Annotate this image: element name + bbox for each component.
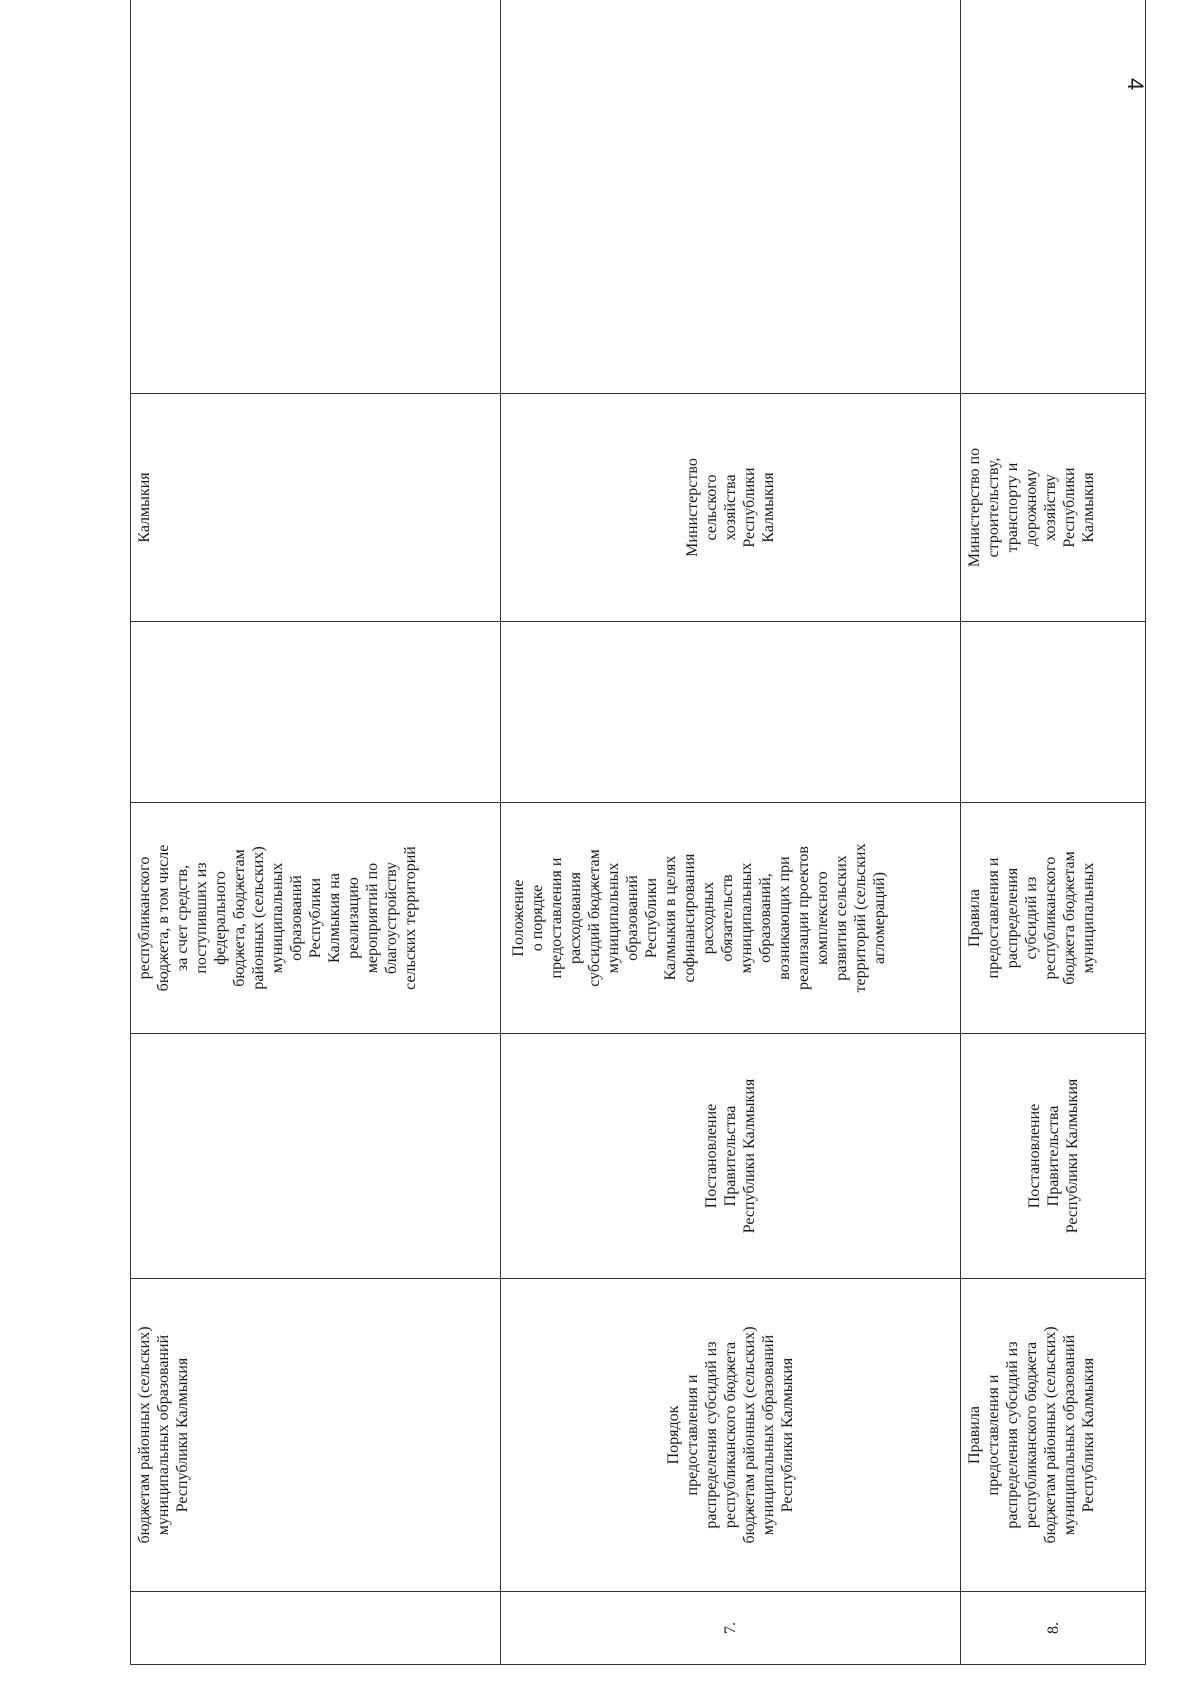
row-number-cell xyxy=(131,1592,501,1665)
date-cell xyxy=(131,622,501,803)
table-container xyxy=(130,25,1145,1665)
document-type-cell: Постановление Правительства Республики Калмыкия xyxy=(501,1034,961,1279)
measure-name-cell: Порядок предоставления и распределения субсидий из республиканского бюджета бюджетам районных (сельских) муниципальных образований Республики Калмыкия xyxy=(501,1279,961,1592)
row-number-cell: 7. xyxy=(501,1592,961,1665)
note-cell xyxy=(131,0,501,394)
document-type-cell xyxy=(131,1034,501,1279)
document-type-cell: Постановление Правительства Республики Калмыкия xyxy=(961,1034,1146,1279)
regulations-table xyxy=(130,0,1146,1665)
executor-cell: Министерство сельского хозяйства Республики Калмыкия xyxy=(501,394,961,622)
document-title-cell: Правила предоставления и распределения субсидий из республиканского бюджета бюджетам муниципальных xyxy=(961,803,1146,1034)
row-number-cell: 8. xyxy=(961,1592,1146,1665)
document-title-cell: Положение о порядке предоставления и расходования субсидий бюджетам муниципальных образований Республики Калмыкия в целях софинансирования расходных обязательств муниципальных образований, возникающих при реализации проектов комплексного развития сельских территорий (сельских агломераций) xyxy=(501,803,961,1034)
measure-name-cell: бюджетам районных (сельских) муниципальных образований Республики Калмыкия xyxy=(131,1279,501,1592)
date-cell xyxy=(961,622,1146,803)
table-row-continuation xyxy=(131,0,501,1665)
date-cell xyxy=(501,622,961,803)
executor-cell: Калмыкия xyxy=(131,394,501,622)
table-row-8 xyxy=(961,0,1146,1665)
executor-cell: Министерство по строительству, транспорту и дорожному хозяйству Республики Калмыкия xyxy=(961,394,1146,622)
note-cell xyxy=(501,0,961,394)
measure-name-cell: Правила предоставления и распределения субсидий из республиканского бюджета бюджетам районных (сельских) муниципальных образований Республики Калмыкия xyxy=(961,1279,1146,1592)
document-title-cell: республиканского бюджета, в том числе за счет средств, поступивших из федерального бюджета, бюджетам районных (сельских) муниципальных образований Республики Калмыкия на реализацию мероприятий по благоустройству сельских территорий xyxy=(131,803,501,1034)
page-number: 4 xyxy=(1123,78,1148,91)
note-cell xyxy=(961,0,1146,394)
table-row-7 xyxy=(501,0,961,1665)
